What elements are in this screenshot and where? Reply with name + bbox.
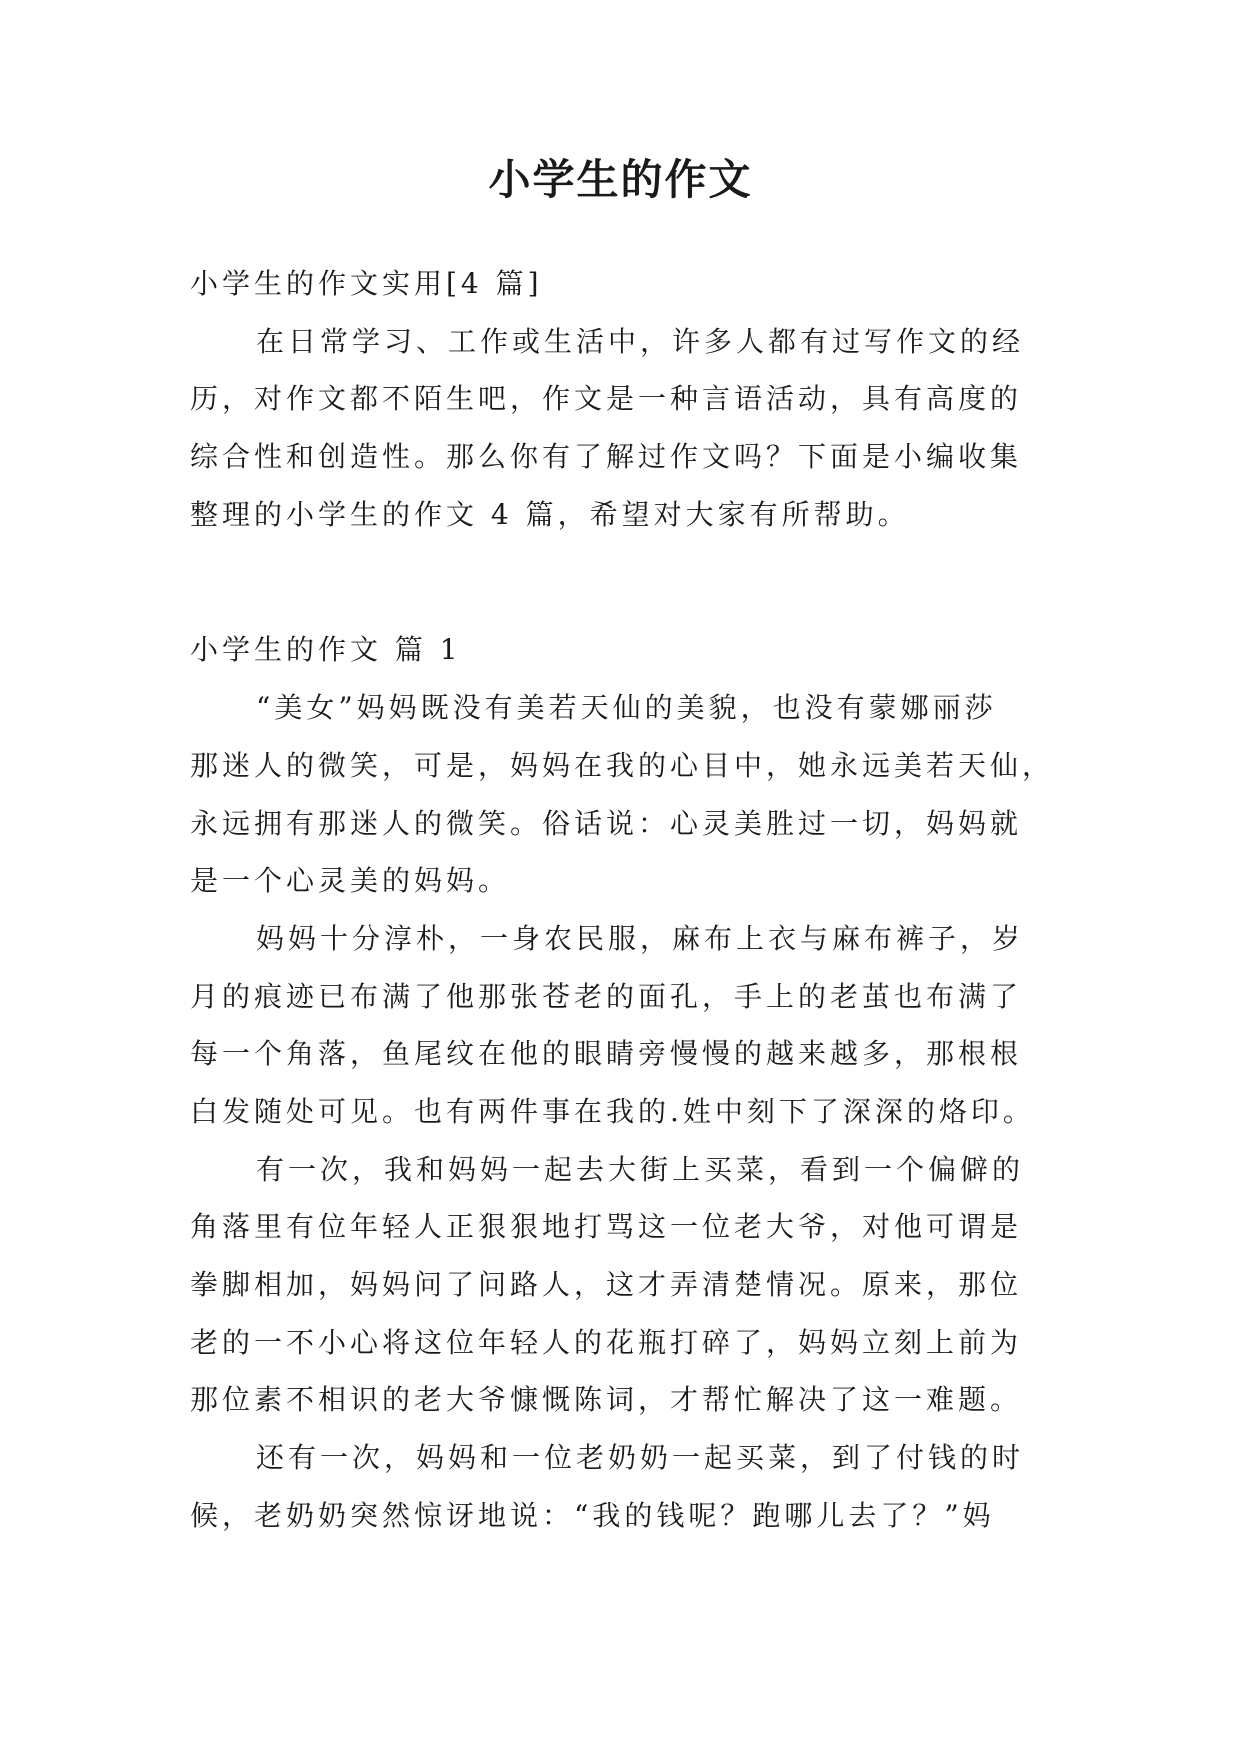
- intro-paragraph: [190, 313, 1060, 544]
- intro-heading: 小学生的作文实用[4 篇]: [190, 267, 543, 300]
- paragraph-line: 那位素不相识的老大爷慷慨陈词，才帮忙解决了这一难题。: [190, 1383, 1023, 1417]
- paragraph-line: 妈妈十分淳朴，一身农民服，麻布上衣与麻布裤子，岁: [256, 921, 1025, 955]
- paragraph-line: 拳脚相加，妈妈问了问路人，这才弄清楚情况。原来，那位: [190, 1268, 1023, 1301]
- paragraph-line: 月的痕迹已布满了他那张苍老的面孔，手上的老茧也布满了: [190, 979, 1023, 1013]
- paragraph-line: 在日常学习、工作或生活中，许多人都有过写作文的经: [256, 324, 1025, 358]
- paragraph-line: “美女”妈妈既没有美若天仙的美貌，也没有蒙娜丽莎: [256, 691, 997, 725]
- paragraph-line: 角落里有位年轻人正狠狠地打骂这一位老大爷，对他可谓是: [190, 1210, 1023, 1244]
- paragraph-line: 还有一次，妈妈和一位老奶奶一起买菜，到了付钱的时: [256, 1441, 1025, 1475]
- paragraph-line: 历，对作文都不陌生吧，作文是一种言语活动，具有高度的: [190, 382, 1023, 416]
- essay1-paragraph-1: [190, 679, 1060, 910]
- essay1-heading: 小学生的作文 篇 1: [190, 633, 462, 667]
- document-title: 小学生的作文: [488, 155, 753, 204]
- paragraph-line: 整理的小学生的作文 4 篇，希望对大家有所帮助。: [190, 497, 910, 531]
- paragraph-line: 有一次，我和妈妈一起去大街上买菜，看到一个偏僻的: [256, 1152, 1025, 1186]
- paragraph-line: 那迷人的微笑，可是，妈妈在我的心目中，她永远美若天仙，: [190, 748, 1055, 782]
- paragraph-line: 候，老奶奶突然惊讶地说：“我的钱呢？跑哪儿去了？”妈: [190, 1498, 995, 1532]
- essay1-paragraph-4: [190, 1429, 1060, 1544]
- paragraph-line: 综合性和创造性。那么你有了解过作文吗？下面是小编收集: [190, 440, 1023, 474]
- paragraph-line: 白发随处可见。也有两件事在我的.姓中刻下了深深的烙印。: [190, 1094, 1035, 1128]
- section-spacer: [190, 543, 1060, 621]
- paragraph-line: 是一个心灵美的妈妈。: [190, 864, 511, 898]
- paragraph-line: 永远拥有那迷人的微笑。俗话说：心灵美胜过一切，妈妈就: [190, 806, 1023, 840]
- paragraph-line: 每一个角落，鱼尾纹在他的眼睛旁慢慢的越来越多，那根根: [190, 1037, 1023, 1071]
- paragraph-line: 老的一不小心将这位年轻人的花瓶打碎了，妈妈立刻上前为: [190, 1325, 1023, 1359]
- document-body: [190, 255, 1060, 1544]
- essay1-paragraph-2: [190, 910, 1060, 1141]
- essay1-paragraph-3: [190, 1141, 1060, 1429]
